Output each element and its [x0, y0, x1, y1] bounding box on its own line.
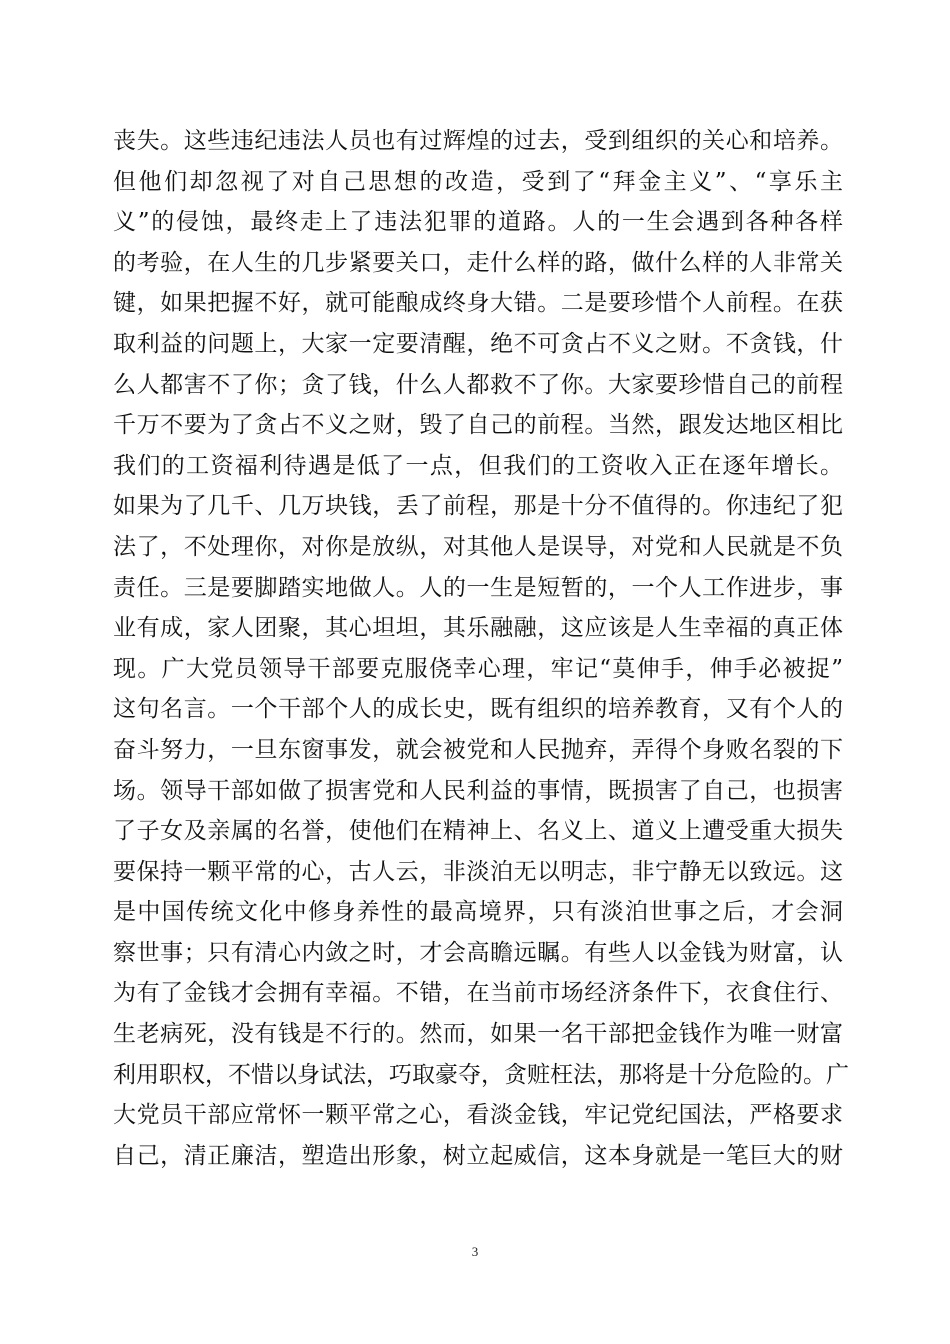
text-line: 业有成，家人团聚，其心坦坦，其乐融融，这应该是人生幸福的真正体 — [113, 615, 843, 642]
text-line: 为有了金钱才会拥有幸福。不错，在当前市场经济条件下，衣食住行、 — [113, 980, 843, 1007]
text-line: 生老病死，没有钱是不行的。然而，如果一名干部把金钱作为唯一财富 — [113, 1021, 843, 1048]
text-line: 丧失。这些违纪违法人员也有过辉煌的过去，受到组织的关心和培养。 — [113, 128, 843, 154]
text-line: 么人都害不了你；贪了钱，什么人都救不了你。大家要珍惜自己的前程 — [113, 371, 843, 398]
text-line: 的考验，在人生的几步紧要关口，走什么样的路，做什么样的人非常关 — [113, 249, 843, 276]
text-line: 如果为了几千、几万块钱，丢了前程，那是十分不值得的。你违纪了犯 — [113, 493, 843, 520]
text-line: 但他们却忽视了对自己思想的改造，受到了“拜金主义”、“享乐主 — [113, 168, 843, 195]
page-number: 3 — [471, 1244, 479, 1259]
text-line: 利用职权，不惜以身试法，巧取豪夺，贪赃枉法，那将是十分危险的。广 — [113, 1061, 849, 1088]
text-line: 责任。三是要脚踏实地做人。人的一生是短暂的，一个人工作进步，事 — [113, 574, 843, 601]
text-line: 法了，不处理你，对你是放纵，对其他人是误导，对党和人民就是不负 — [113, 533, 843, 560]
text-line: 键，如果把握不好，就可能酿成终身大错。二是要珍惜个人前程。在获 — [113, 290, 843, 317]
body-text — [113, 121, 849, 1176]
text-line: 现。广大党员领导干部要克服侥幸心理，牢记“莫伸手，伸手必被捉” — [113, 655, 843, 682]
text-line: 千万不要为了贪占不义之财，毁了自己的前程。当然，跟发达地区相比 — [113, 412, 843, 439]
text-line: 场。领导干部如做了损害党和人民利益的事情，既损害了自己，也损害 — [113, 777, 843, 804]
text-line: 这句名言。一个干部个人的成长史，既有组织的培养教育，又有个人的 — [113, 696, 843, 723]
text-line: 要保持一颗平常的心，古人云，非淡泊无以明志，非宁静无以致远。这 — [113, 858, 843, 885]
text-line: 自己，清正廉洁，塑造出形象，树立起威信，这本身就是一笔巨大的财 — [113, 1142, 843, 1169]
text-line: 奋斗努力，一旦东窗事发，就会被党和人民抛弃，弄得个身败名裂的下 — [113, 736, 843, 763]
text-line: 了子女及亲属的名誉，使他们在精神上、名义上、道义上遭受重大损失 — [113, 818, 843, 845]
text-line: 我们的工资福利待遇是低了一点，但我们的工资收入正在逐年增长。 — [113, 452, 843, 479]
text-line: 大党员干部应常怀一颗平常之心，看淡金钱，牢记党纪国法，严格要求 — [113, 1102, 843, 1129]
text-line: 义”的侵蚀，最终走上了违法犯罪的道路。人的一生会遇到各种各样 — [113, 209, 843, 236]
text-line: 取利益的问题上，大家一定要清醒，绝不可贪占不义之财。不贪钱，什 — [113, 330, 843, 357]
text-line: 是中国传统文化中修身养性的最高境界，只有淡泊世事之后，才会洞 — [113, 899, 843, 926]
text-line: 察世事；只有清心内敛之时，才会高瞻远瞩。有些人以金钱为财富，认 — [113, 939, 843, 966]
